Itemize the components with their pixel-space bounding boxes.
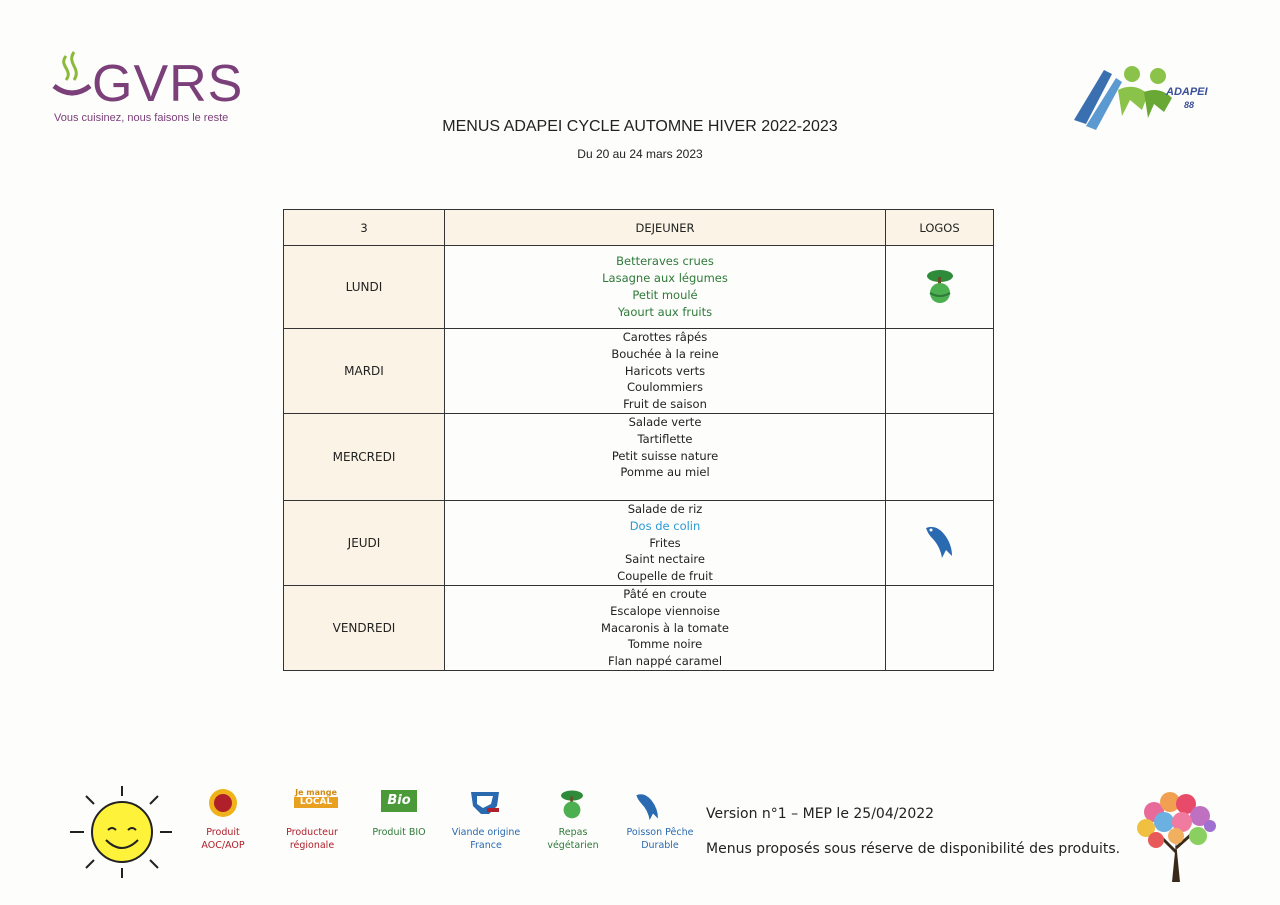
bio-badge-icon: Bio	[381, 790, 417, 812]
logo-cell	[886, 329, 994, 414]
dish: Bouchée à la reine	[611, 346, 719, 361]
legend-local-label: Producteur régionale	[286, 827, 338, 851]
france-meat-icon	[467, 788, 503, 818]
dish: Coupelle de fruit	[617, 569, 713, 584]
dish: Flan nappé caramel	[607, 654, 723, 669]
dish: Frites	[649, 535, 681, 550]
logo-cell	[886, 413, 994, 500]
aoc-seal-icon	[208, 788, 238, 818]
local-badge-icon: Je mange LOCAL	[295, 788, 337, 807]
dish: Saint nectaire	[625, 552, 705, 567]
page-title: MENUS ADAPEI CYCLE AUTOMNE HIVER 2022-2023	[442, 118, 838, 135]
day-label: JEUDI	[284, 500, 445, 585]
gvrs-tagline: Vous cuisinez, nous faisons le reste	[54, 112, 229, 124]
dish: Carottes râpés	[622, 330, 708, 344]
fish-icon	[922, 522, 958, 560]
dish: Escalope viennoise	[610, 603, 720, 618]
dish: Tomme noire	[627, 637, 703, 652]
dish: Pomme au miel	[620, 465, 710, 480]
dish-list	[445, 413, 886, 500]
dish-list	[445, 500, 886, 585]
adapei-number: 88	[1184, 100, 1195, 110]
dish: Betteraves crues	[616, 254, 714, 269]
gvrs-wordmark: GVRS	[92, 55, 244, 113]
table-row	[284, 500, 994, 585]
vegetarian-icon	[923, 267, 957, 305]
logo-cell	[886, 500, 994, 585]
flower-tree-icon	[1124, 782, 1224, 892]
version-note: Version n°1 – MEP le 25/04/2022	[706, 806, 935, 822]
table-row	[284, 413, 994, 500]
dish: Tartiflette	[637, 431, 693, 446]
dish: Salade verte	[628, 414, 702, 429]
dish: Petit moulé	[632, 288, 698, 302]
day-label: MERCREDI	[284, 413, 445, 500]
dish: Coulommiers	[627, 380, 703, 395]
legend-france-label: Viande origine France	[451, 827, 521, 851]
dish: Yaourt aux fruits	[617, 304, 713, 319]
table-row	[284, 246, 994, 329]
legend-fish-label: Poisson Pêche Durable	[626, 827, 694, 851]
dish: Dos de colin	[629, 518, 701, 533]
vegetarian-legend-icon	[557, 788, 587, 820]
page-subtitle: Du 20 au 24 mars 2023	[577, 147, 703, 161]
steam-icon	[52, 48, 92, 108]
table-row	[284, 585, 994, 670]
sun-icon	[64, 782, 174, 882]
menu-table	[283, 209, 994, 671]
legend-aoc-label: Produit AOC/AOP	[201, 827, 245, 851]
dish: Haricots verts	[624, 363, 706, 378]
day-label: MARDI	[284, 329, 445, 414]
day-label: VENDREDI	[284, 585, 445, 670]
availability-disclaimer: Menus proposés sous réserve de disponibilité des produits.	[706, 841, 1121, 857]
dish-list	[445, 585, 886, 670]
dish: Fruit de saison	[623, 397, 707, 412]
gvrs-logo	[52, 48, 252, 128]
adapei-text: ADAPEI	[1166, 86, 1208, 98]
logo-cell	[886, 246, 994, 329]
table-row	[284, 329, 994, 414]
dish-list	[445, 329, 886, 414]
logo-cell	[886, 585, 994, 670]
day-label: LUNDI	[284, 246, 445, 329]
table-header-row	[284, 210, 994, 246]
dish: Macaronis à la tomate	[601, 620, 729, 635]
legend-vegetarian-label: Repas végétarien	[547, 827, 599, 851]
logos-header: LOGOS	[886, 210, 994, 246]
lunch-header: DEJEUNER	[445, 210, 886, 246]
legend	[0, 770, 1280, 900]
dish-list	[445, 246, 886, 329]
dish: Salade de riz	[627, 501, 703, 516]
dish: Pâté en croute	[623, 586, 707, 601]
fish-legend-icon	[633, 790, 663, 822]
dish: Lasagne aux légumes	[602, 271, 728, 286]
dish: Petit suisse nature	[611, 448, 719, 463]
legend-bio-label: Produit BIO	[372, 827, 426, 838]
week-number-header: 3	[284, 210, 445, 246]
